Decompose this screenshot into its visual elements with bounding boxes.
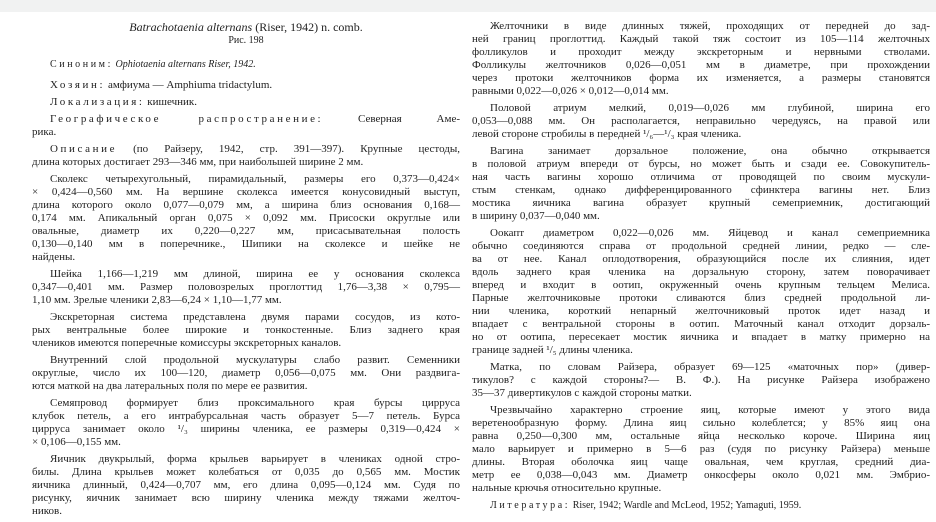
line-text: обычно соединяются справа от продольной средней линии, редко — сле- <box>472 240 930 252</box>
text-line <box>32 212 460 225</box>
labeled-paragraph <box>32 96 460 109</box>
labeled-paragraph <box>32 79 460 92</box>
line-text: Матка, по словам Райзера, образует 69—125 «маточных пор» (дивер- <box>490 361 930 373</box>
line-text: вдоль заднего края членика на дорзальную сторону, затем поворачивает <box>472 266 930 278</box>
text-line <box>32 126 460 139</box>
text-line <box>32 268 460 281</box>
line-text: ются маткой на два латеральных поля по мере ее развития. <box>32 380 308 392</box>
line-text: фолликулов и проходит между экскреторным и нервными стволами. <box>472 46 930 58</box>
text-line <box>472 331 930 344</box>
text-line <box>472 72 930 85</box>
line-text: Шейка 1,166—1,219 мм длиной, ширина ее у основания сколекса <box>50 268 460 280</box>
text-line <box>32 79 460 92</box>
text-line <box>472 158 930 171</box>
line-text: Riser, 1942; Wardle and McLeod, 1952; Yamaguti, 1959. <box>572 500 802 511</box>
line-text: 1,10 мм. Зрелые членики 2,83—6,24 × 1,10—1,77 мм. <box>32 294 282 306</box>
line-text: овальные, диаметр их 0,220—0,227 мм, присасывательная полость <box>32 225 460 237</box>
text-line <box>472 374 930 387</box>
line-text: ников. <box>32 505 63 517</box>
text-line <box>32 113 460 126</box>
text-line <box>472 305 930 318</box>
line-text: 35—37 дивертикулов с каждой стороны матки. <box>472 387 692 399</box>
synonym-label: Синоним: <box>50 59 113 70</box>
text-line <box>32 238 460 251</box>
line-text: вперед и входит в оотип, окруженный очень крупным тельцем Мелиса. <box>472 279 930 291</box>
text-line <box>472 456 930 469</box>
text-line <box>472 361 930 374</box>
line-text: в ширину 0,037—0,040 мм. <box>472 210 600 222</box>
line-text: Сколекс четырехугольный, пирамидальный, размеры его 0,373—0,424× <box>50 173 460 185</box>
text-line <box>32 367 460 380</box>
right-column <box>472 20 930 516</box>
text-line <box>32 324 460 337</box>
paragraph <box>472 404 930 495</box>
section-label: Географическое распространение: <box>50 113 324 125</box>
synonym-line <box>32 58 460 71</box>
paragraph <box>32 268 460 307</box>
text-line <box>472 279 930 292</box>
text-line <box>32 423 460 436</box>
text-line <box>472 469 930 482</box>
paragraph <box>472 145 930 223</box>
text-line <box>472 417 930 430</box>
text-line <box>32 173 460 186</box>
paragraph <box>472 361 930 400</box>
line-text: Экскреторная система представлена двумя парами сосудов, из кото- <box>50 311 460 323</box>
line-text: цирруса занимает около ¹/₃ ширины членика, ее размеры 0,319—0,424 × <box>32 423 460 435</box>
text-line <box>472 210 930 223</box>
scan-top-margin <box>0 0 936 12</box>
text-line <box>32 492 460 505</box>
line-text: нальные крючья относительно крупные. <box>472 482 662 494</box>
species-authority: (Riser, 1942) n. comb. <box>255 20 363 34</box>
line-text: рика. <box>32 126 57 138</box>
line-text: округлые, число их 100—120, диаметр 0,056—0,075 мм. Они раздвига- <box>32 367 460 379</box>
text-line <box>32 143 460 156</box>
line-text: 0,174 мм. Апикальный орган 0,075 × 0,092 мм. Присоски округлые или <box>32 212 460 224</box>
paragraph <box>472 20 930 98</box>
line-text: Половой атриум мелкий, 0,019—0,026 мм глубиной, ширина его <box>490 102 930 114</box>
line-text: 0,347—0,401 мм. Размер половозрелых проглоттид 1,76—3,38 × 0,795— <box>32 281 460 293</box>
species-header <box>32 20 460 48</box>
line-text: (по Райзеру, 1942, стр. 391—397). Крупные цестоды, <box>133 143 461 155</box>
line-text: через протоки желточников форма их изменяется, а размеры становятся <box>472 72 930 84</box>
text-line <box>32 505 460 518</box>
text-line <box>472 46 930 59</box>
text-line <box>32 397 460 410</box>
text-line <box>472 387 930 400</box>
line-text: границе задней ¹/₅ длины членика. <box>472 344 633 356</box>
line-text: × 0,106—0,155 мм. <box>32 436 121 448</box>
line-text: найдены. <box>32 251 76 263</box>
text-line <box>472 59 930 72</box>
text-line <box>472 430 930 443</box>
line-text: мостика яичника вагина образует крупный семеприемник, достигающий <box>472 197 930 209</box>
synonym-text: Ophiotaenia alternans Riser, 1942. <box>115 59 256 70</box>
section-label: Хозяин: <box>50 79 106 91</box>
left-column <box>32 20 460 522</box>
text-line <box>472 184 930 197</box>
left-body <box>32 79 460 518</box>
paragraph <box>32 354 460 393</box>
text-line <box>472 482 930 495</box>
text-line <box>472 253 930 266</box>
text-line <box>472 115 930 128</box>
line-text: длина которых достигает 293—346 мм, при наибольшей ширине 2 мм. <box>32 156 364 168</box>
line-text: Фолликулы желточников 0,026—0,051 мм в диаметре, при прохождении <box>472 59 930 71</box>
text-line <box>32 251 460 264</box>
line-text: левой стороне стробилы в передней ¹/₆—¹/₃ края членика. <box>472 128 742 140</box>
line-text: билы. Длина крыльев может колебаться от 0,035 до 0,565 мм. Мостик <box>32 466 460 478</box>
line-text: метр ее 0,038—0,043 мм. Диаметр онкосферы около 0,021 мм. Эмбрио- <box>472 469 930 481</box>
text-line <box>32 294 460 307</box>
text-line <box>32 466 460 479</box>
line-text: впадает с вентральной стороны в оотип. Маточный канал отходит дорзаль- <box>472 318 930 330</box>
line-text: × 0,424—0,560 мм. На вершине сколекса имеется конусовидный выступ, <box>32 186 460 198</box>
line-text: рисунку, яичник занимает всю ширину членика между тяжами желточ- <box>32 492 460 504</box>
text-line <box>472 266 930 279</box>
line-text: Парные желточниковые протоки сливаются близ средней продольной ли- <box>472 292 930 304</box>
paragraph <box>32 453 460 518</box>
line-text: ней границ проглоттид. Каждый такой тяж состоит из 105—114 желточных <box>472 33 930 45</box>
line-text: Внутренний слой продольной мускулатуры слабо развит. Семенники <box>50 354 460 366</box>
line-text: длина которого около 0,077—0,079 мм, а ширина близ основания 0,168— <box>32 199 460 211</box>
section-label: Локализация: <box>50 96 145 108</box>
figure-reference: Рис. 198 <box>228 35 264 46</box>
line-text: в половой атриум впереди от бурсы, но может быть и сзади ее. Совокупитель- <box>472 158 930 170</box>
line-text: Северная Аме- <box>358 113 460 125</box>
section-label: Литература: <box>490 500 571 511</box>
line-text: члеников имеются поперечные комиссуры экскреторных каналов. <box>32 337 342 349</box>
text-line <box>32 453 460 466</box>
line-text: Семяпровод формирует близ проксимального края бурсы цирруса <box>50 397 460 409</box>
text-line <box>472 318 930 331</box>
text-line <box>472 171 930 184</box>
line-text: длины. Вторая оболочка яиц чаще овальная, чем круглая, средний диа- <box>472 456 930 468</box>
line-text: ва от нее. Канал оплодотворения, образующийся после их слияния, идет <box>472 253 930 265</box>
text-line <box>32 199 460 212</box>
text-line <box>472 404 930 417</box>
section-label: Описание <box>50 143 118 155</box>
labeled-paragraph <box>32 113 460 139</box>
line-text: стым стенкам, однако дифференцированного сфинктера вагины нет. Близ <box>472 184 930 196</box>
paragraph <box>32 173 460 264</box>
line-text: Оокапт диаметром 0,022—0,026 мм. Яйцевод и канал семеприемника <box>490 227 930 239</box>
paragraph <box>472 227 930 357</box>
line-text: нии членика, короткий непарный желточниковый проток идет назад и <box>472 305 930 317</box>
text-line <box>32 380 460 393</box>
text-line <box>472 227 930 240</box>
text-line <box>472 443 930 456</box>
text-line <box>32 354 460 367</box>
text-line <box>32 436 460 449</box>
text-line <box>32 225 460 238</box>
labeled-paragraph <box>32 143 460 169</box>
species-title <box>32 20 460 34</box>
line-text: 0,130—0,140 мм в поперечнике., Шипики на сколексе и шейке не <box>32 238 460 250</box>
text-line <box>472 344 930 357</box>
line-text: равными 0,022—0,026 × 0,012—0,014 мм. <box>472 85 669 97</box>
text-line <box>32 337 460 350</box>
line-text: Яичник двукрылый, форма крыльев варьирует в члениках одной стро- <box>50 453 460 465</box>
text-line <box>472 85 930 98</box>
paragraph <box>472 102 930 141</box>
line-text: но от оотипа, пересекает мостик яичника и впадает в матку примерно на <box>472 331 930 343</box>
text-line <box>32 479 460 492</box>
text-line <box>32 410 460 423</box>
text-line <box>472 128 930 141</box>
line-text: веретенообразную форму. Длина яиц сильно колеблется; у 85% яиц она <box>472 417 930 429</box>
species-name: Batrachotaenia alternans <box>129 20 253 34</box>
line-text: амфиума — Amphiuma tridactylum. <box>107 79 273 91</box>
text-line <box>472 197 930 210</box>
text-line <box>32 96 460 109</box>
text-line <box>472 20 930 33</box>
line-text: Вагина занимает дорзальное положение, она обычно открывается <box>490 145 930 157</box>
line-text: мало варьирует и примерно в 5—6 раз (судя по рисунку Райзера) меньше <box>472 443 930 455</box>
line-text: яичника длинный, 0,424—0,707 мм, его длина 0,095—0,124 мм. Судя по <box>32 479 460 491</box>
text-line <box>472 499 930 512</box>
right-body <box>472 20 930 512</box>
text-line <box>32 311 460 324</box>
line-text: Желточники в виде длинных тяжей, проходящих от передней до зад- <box>490 20 930 32</box>
line-text: равна 0,250—0,300 мм, остальные яйца несколько короче. Ширина яиц <box>472 430 930 442</box>
paragraph <box>32 397 460 449</box>
text-line <box>32 186 460 199</box>
line-text: клубок петель, а его интрабурсальная часть образует 5—7 петель. Бурса <box>32 410 460 422</box>
line-text: тикулов? с каждой стороны?— В. Ф.). На рисунке Райзера изображено <box>472 374 930 386</box>
line-text: рых вентральные более широкие и тонкостенные. Близ заднего края <box>32 324 460 336</box>
text-line <box>32 281 460 294</box>
labeled-paragraph <box>472 499 930 512</box>
text-line <box>472 292 930 305</box>
line-text: ная часть вагины хорошо отличима от проводящей по своим мускули- <box>472 171 930 183</box>
text-line <box>472 102 930 115</box>
line-text: 0,053—0,088 мм. Он располагается, неправильно чередуясь, на правой или <box>472 115 930 127</box>
line-text: Чрезвычайно характерно строение яиц, которые имеют у этого вида <box>490 404 930 416</box>
text-line <box>472 240 930 253</box>
line-text: кишечник. <box>147 96 198 108</box>
text-line <box>472 33 930 46</box>
text-line <box>32 156 460 169</box>
text-line <box>472 145 930 158</box>
paragraph <box>32 311 460 350</box>
